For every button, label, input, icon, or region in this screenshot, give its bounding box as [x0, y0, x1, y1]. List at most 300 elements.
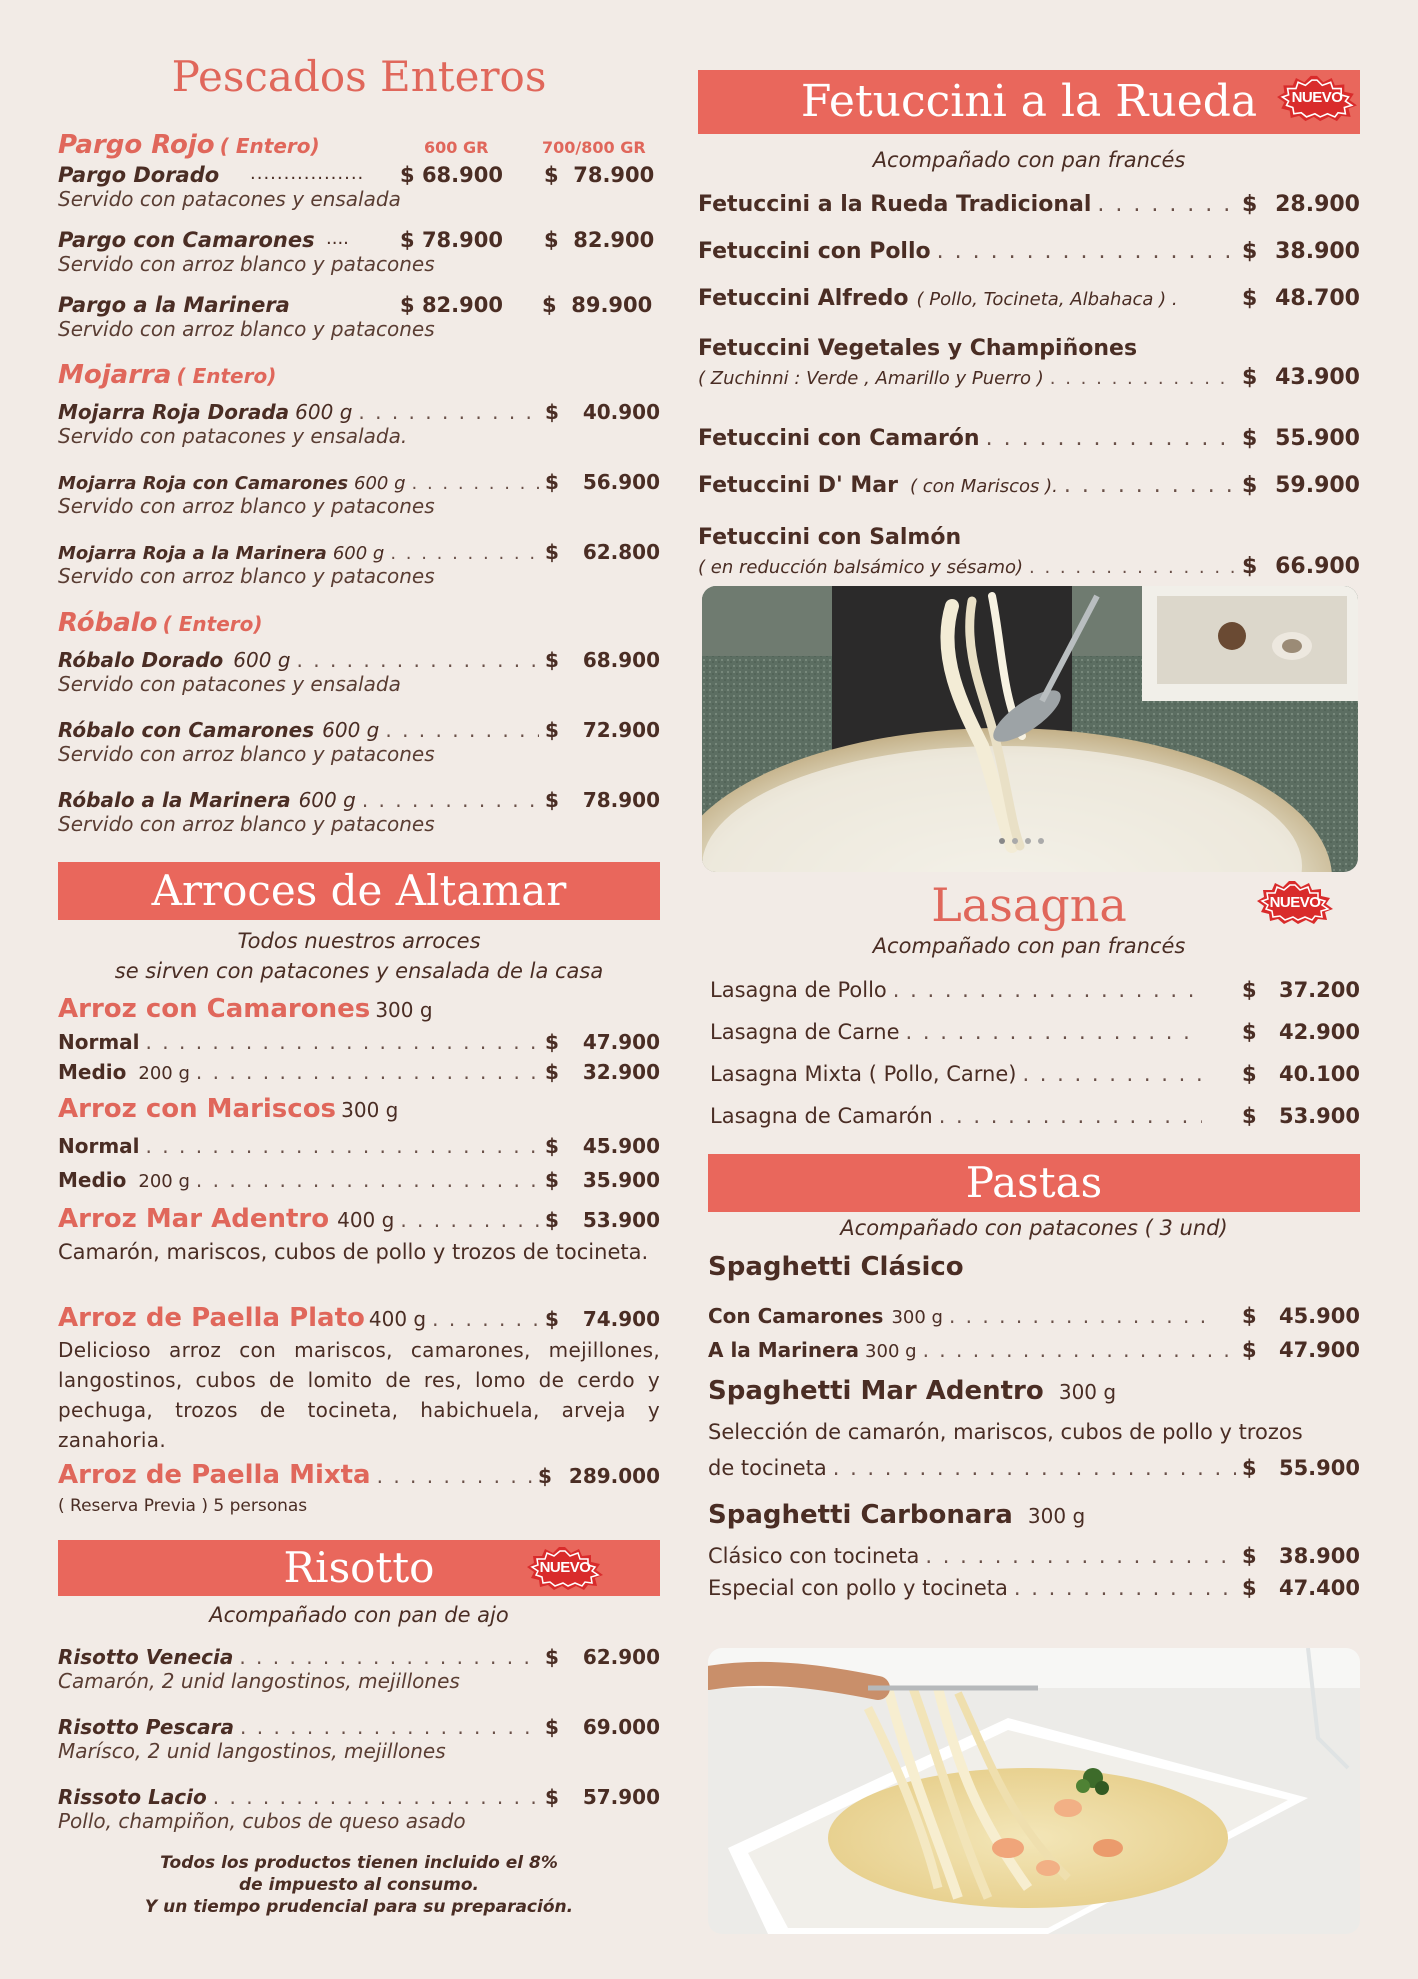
- list-item: [58, 163, 660, 228]
- item-name: Arroz con Camarones: [58, 994, 371, 1024]
- risotto-title: Risotto: [283, 1543, 435, 1592]
- dots: [400, 1208, 539, 1232]
- price-value: 66.900: [1275, 554, 1360, 579]
- currency: $: [545, 1307, 559, 1331]
- price-value: 48.700: [1275, 286, 1360, 311]
- item-name: Lasagna Mixta ( Pollo, Carne): [710, 1062, 1017, 1086]
- size-weight: 200 g: [138, 1171, 190, 1192]
- price-value: 32.900: [582, 1060, 660, 1084]
- list-item: [58, 718, 660, 788]
- price-value: 289.000: [568, 1464, 660, 1488]
- price-value: 47.900: [582, 1030, 660, 1054]
- dots: [196, 1060, 539, 1084]
- price-600-value: 68.900: [421, 163, 503, 187]
- item-name: Arroz de Paella Mixta: [58, 1460, 371, 1490]
- item-weight: 300 g: [891, 1307, 943, 1328]
- currency: $: [1242, 365, 1258, 390]
- size-name: Normal: [58, 1134, 140, 1158]
- item-desc: Servido con arroz blanco y patacones: [58, 564, 435, 588]
- item-price: [1242, 426, 1360, 451]
- currency: $: [545, 718, 559, 742]
- currency: $: [545, 1715, 559, 1739]
- currency: $: [545, 1060, 559, 1084]
- item-price: [538, 1464, 660, 1488]
- item-desc-cont: de tocineta: [708, 1456, 827, 1480]
- fetuccini-items: [698, 192, 1360, 579]
- dots: [893, 978, 1202, 1002]
- currency: $: [545, 470, 559, 494]
- item-price: [1242, 1020, 1360, 1044]
- item-name: Fetuccini a la Rueda Tradicional: [698, 192, 1092, 217]
- currency: $: [1242, 1338, 1257, 1362]
- item-price: [545, 648, 660, 672]
- price-value: 53.900: [1278, 1104, 1360, 1128]
- mojarra-header: [58, 360, 276, 390]
- price-700: $ 82.900: [544, 228, 655, 252]
- currency: $: [1242, 192, 1258, 217]
- item-weight: 600 g: [322, 718, 380, 742]
- arroces-title: Arroces de Altamar: [151, 866, 567, 915]
- price-value: 47.400: [1278, 1576, 1360, 1600]
- item-desc: Delicioso arroz con mariscos, camarones, mejillones, langostinos, cubos de lomito de res, lomo de cerdo y pechuga, trozos de tocineta, habichuela, arveja y zanahoria.: [58, 1338, 660, 1452]
- item-name: Lasagna de Carne: [710, 1020, 900, 1044]
- robalo-header: [58, 608, 263, 638]
- item-price: [1242, 1104, 1360, 1128]
- item-note: ( Reserva Previa ) 5 personas: [58, 1496, 308, 1516]
- dots: [385, 718, 539, 742]
- item-name: Arroz Mar Adentro: [58, 1204, 330, 1234]
- price-value: 68.900: [582, 648, 660, 672]
- mojarra-items: [58, 400, 660, 610]
- item-note: ( en reducción balsámico y sésamo): [698, 557, 1024, 578]
- list-item: [58, 1785, 660, 1855]
- list-item: [708, 1456, 1360, 1500]
- price-value: 55.900: [1278, 1456, 1360, 1480]
- currency: $: [1242, 473, 1258, 498]
- item-desc: Pollo, champiñon, cubos de queso asado: [58, 1809, 466, 1833]
- lasagna-title: Lasagna: [931, 878, 1127, 932]
- currency: $: [545, 540, 559, 564]
- item-price: [1242, 192, 1360, 217]
- item-weight: 600 g: [298, 788, 356, 812]
- fetuccini-photo: [702, 586, 1358, 872]
- dots: [297, 648, 539, 672]
- item-name: Fetuccini con Salmón: [698, 525, 962, 550]
- size-name: Medio: [58, 1168, 127, 1192]
- currency: $: [545, 648, 559, 672]
- item-name: Lasagna de Camarón: [710, 1104, 933, 1128]
- list-item: [58, 228, 660, 293]
- dots: [906, 1020, 1202, 1044]
- list-item: [710, 978, 1360, 1020]
- item-desc: Servido con arroz blanco y patacones: [58, 494, 435, 518]
- price-600-value: 82.900: [421, 293, 503, 317]
- dots: ....: [326, 228, 349, 249]
- currency: $: [545, 1168, 559, 1192]
- spaghetti-carbonara-label: Spaghetti Carbonara: [708, 1500, 1013, 1530]
- dots: [1097, 192, 1236, 217]
- item-desc: Servido con patacones y ensalada: [58, 187, 401, 211]
- pargo-label: Pargo Rojo: [58, 130, 215, 160]
- list-item: [710, 1020, 1360, 1062]
- price-value: 72.900: [582, 718, 660, 742]
- list-item: [698, 336, 1360, 426]
- pargo-col1-header: 600 GR: [424, 138, 489, 157]
- item-note: ( con Mariscos ).: [909, 476, 1058, 497]
- item-note: ( Pollo, Tocineta, Albahaca ) .: [916, 289, 1178, 310]
- price-value: 57.900: [582, 1785, 660, 1809]
- item-weight: 600 g: [354, 473, 406, 494]
- item-weight: 600 g: [332, 543, 385, 564]
- spaghetti-plate-image: [708, 1648, 1360, 1934]
- item-name: Mojarra Roja Dorada: [58, 400, 290, 424]
- nuevo-badge: [526, 1546, 604, 1590]
- list-item: [58, 1030, 660, 1060]
- list-item: [698, 286, 1360, 336]
- size-weight: 200 g: [138, 1063, 190, 1084]
- currency: $: [1242, 1020, 1257, 1044]
- pastas-title: Pastas: [965, 1158, 1103, 1207]
- item-price: [1242, 1576, 1360, 1600]
- currency: $: [545, 1208, 559, 1232]
- item-price: [545, 540, 660, 564]
- dots: [1029, 557, 1236, 578]
- pargo-col2-header: 700/800 GR: [542, 138, 646, 157]
- robalo-items: [58, 648, 660, 858]
- item-name: Especial con pollo y tocineta: [708, 1576, 1008, 1600]
- item-desc: Servido con patacones y ensalada.: [58, 424, 408, 448]
- item-price: [545, 1134, 660, 1158]
- dots: [925, 1544, 1236, 1568]
- item-name: Pargo con Camarones: [58, 228, 315, 252]
- arroces-banner: [58, 862, 660, 920]
- item-price: [1242, 1062, 1360, 1086]
- item-name: Con Camarones: [708, 1304, 884, 1328]
- list-item: [710, 1062, 1360, 1104]
- dots: [196, 1168, 539, 1192]
- item-name: Lasagna de Pollo: [710, 978, 887, 1002]
- risotto-items: [58, 1645, 660, 1855]
- list-item: [708, 1304, 1360, 1338]
- arroz-camarones: [58, 994, 660, 1090]
- price-value: 38.900: [1275, 239, 1360, 264]
- fetuccini-title: Fetuccini a la Rueda: [800, 76, 1258, 127]
- list-item: [698, 239, 1360, 286]
- item-price: [545, 400, 660, 424]
- item-price: [545, 1715, 660, 1739]
- item-desc: Camarón, mariscos, cubos de pollo y trozos de tocineta.: [58, 1240, 649, 1264]
- price-value: 53.900: [582, 1208, 660, 1232]
- dots: [1064, 473, 1236, 498]
- price-value: 40.900: [582, 400, 660, 424]
- item-name: Fetuccini con Camarón: [698, 426, 980, 451]
- price-600-value: 78.900: [421, 228, 503, 252]
- item-price: [545, 1168, 660, 1192]
- item-price: [545, 1785, 660, 1809]
- price-700: $ 89.900: [542, 293, 653, 317]
- tax-footer-line2: de impuesto al consumo.: [239, 1875, 479, 1895]
- list-item: [698, 473, 1360, 525]
- arroces-intro: [58, 926, 660, 986]
- list-item: [708, 1544, 1360, 1576]
- pargo-tag: ( Entero): [219, 134, 320, 158]
- price-value: 78.900: [582, 788, 660, 812]
- pastas-items: [708, 1252, 1360, 1608]
- spaghetti-clasico-label: Spaghetti Clásico: [708, 1252, 964, 1282]
- dots: [937, 239, 1236, 264]
- list-item: [58, 1715, 660, 1785]
- currency: $: [545, 1030, 559, 1054]
- item-price: [1242, 239, 1360, 264]
- dots: [358, 400, 539, 424]
- item-weight: 300 g: [1027, 1504, 1086, 1528]
- item-weight: 600 g: [233, 648, 291, 672]
- lasagna-intro: Acompañado con pan francés: [872, 934, 1186, 958]
- pescados-title: Pescados Enteros: [171, 52, 547, 101]
- item-name: Róbalo a la Marinera: [58, 788, 291, 812]
- size-name: Medio: [58, 1060, 127, 1084]
- item-price: [545, 470, 660, 494]
- item-name: Mojarra Roja con Camarones: [58, 473, 349, 494]
- dots: [923, 1338, 1236, 1362]
- dots: [146, 1030, 539, 1054]
- price-value: 42.900: [1278, 1020, 1360, 1044]
- currency: $: [545, 788, 559, 812]
- list-item: [58, 400, 660, 470]
- item-note: ( Zuchinni : Verde , Amarillo y Puerro ): [698, 368, 1044, 389]
- price-value: 35.900: [582, 1168, 660, 1192]
- risotto-banner: [58, 1540, 660, 1596]
- price-value: 74.900: [582, 1307, 660, 1331]
- item-weight: 300 g: [865, 1341, 917, 1362]
- list-item: [710, 1104, 1360, 1146]
- price-700-value: 78.900: [573, 163, 655, 187]
- item-name: Pargo a la Marinera: [58, 293, 290, 317]
- dots: [412, 473, 539, 494]
- list-item: [698, 525, 1360, 579]
- arroz-mar-adentro: [58, 1204, 660, 1267]
- price-value: 69.000: [582, 1715, 660, 1739]
- dots: [833, 1456, 1236, 1480]
- dots: [986, 426, 1236, 451]
- list-item: [708, 1338, 1360, 1376]
- dots: [146, 1134, 539, 1158]
- dots: [239, 1645, 539, 1669]
- arroz-paella-plato: [58, 1303, 660, 1455]
- item-price: [1242, 554, 1360, 579]
- item-price: [545, 788, 660, 812]
- item-name: Róbalo Dorado: [58, 648, 224, 672]
- currency: $: [1242, 286, 1258, 311]
- price-value: 45.900: [582, 1134, 660, 1158]
- item-price: [545, 1307, 660, 1331]
- price-700-value: 89.900: [571, 293, 653, 317]
- currency: $: [1242, 239, 1258, 264]
- item-desc: Servido con arroz blanco y patacones: [58, 812, 435, 836]
- item-desc: Servido con arroz blanco y patacones: [58, 252, 435, 276]
- item-name: Fetuccini D' Mar: [698, 473, 898, 498]
- price-value: 28.900: [1275, 192, 1360, 217]
- nuevo-badge: [1276, 73, 1358, 123]
- list-item: [58, 1134, 660, 1168]
- item-price: [1242, 473, 1360, 498]
- price-600: $ 68.900: [400, 163, 503, 187]
- tax-footer: [58, 1852, 660, 1918]
- dots: [432, 1307, 539, 1331]
- currency: $: [1242, 1576, 1257, 1600]
- dots: [949, 1304, 1212, 1328]
- price-value: 62.900: [582, 1645, 660, 1669]
- item-price: [1242, 365, 1360, 390]
- list-item: [58, 293, 660, 358]
- currency: $: [1242, 1304, 1257, 1328]
- pargo-items: [58, 163, 660, 358]
- item-name: Risotto Venecia: [58, 1645, 234, 1669]
- currency: $: [538, 1464, 552, 1488]
- item-name: Risotto Pescara: [58, 1715, 235, 1739]
- spaghetti-photo: [708, 1648, 1360, 1934]
- mojarra-label: Mojarra: [58, 360, 172, 390]
- list-item: [58, 540, 660, 610]
- item-desc: Servido con patacones y ensalada: [58, 672, 401, 696]
- item-desc: Servido con arroz blanco y patacones: [58, 742, 435, 766]
- dots: [240, 1715, 539, 1739]
- price-value: 40.100: [1278, 1062, 1360, 1086]
- item-weight: 600 g: [295, 400, 353, 424]
- nuevo-badge-text: NUEVO: [539, 1559, 591, 1576]
- item-name: Fetuccini Vegetales y Champiñones: [698, 336, 1138, 361]
- size-name: Normal: [58, 1030, 140, 1054]
- item-name: Fetuccini con Pollo: [698, 239, 931, 264]
- list-item: [708, 1576, 1360, 1608]
- price-value: 56.900: [582, 470, 660, 494]
- currency: $: [1242, 1544, 1257, 1568]
- lasagna-items: [710, 978, 1360, 1146]
- item-name: A la Marinera: [708, 1338, 860, 1362]
- pastas-banner: [708, 1154, 1360, 1212]
- item-weight: 300 g: [375, 998, 433, 1022]
- price-700: $ 78.900: [544, 163, 655, 187]
- item-weight: 300 g: [1058, 1380, 1117, 1404]
- pastas-intro: Acompañado con patacones ( 3 und): [840, 1216, 1228, 1240]
- item-weight: 300 g: [341, 1098, 399, 1122]
- mojarra-tag: ( Entero): [176, 364, 277, 388]
- currency: $: [1242, 554, 1258, 579]
- dots: .................: [250, 163, 365, 184]
- dots: [1014, 1576, 1236, 1600]
- price-700-value: 82.900: [573, 228, 655, 252]
- nuevo-badge-text: NUEVO: [1269, 893, 1321, 911]
- list-item: [58, 648, 660, 718]
- dots: [390, 543, 539, 564]
- dots: [213, 1785, 539, 1809]
- item-weight: 400 g: [337, 1208, 395, 1232]
- nuevo-badge-text: NUEVO: [1291, 89, 1343, 106]
- item-price: [1242, 1456, 1360, 1480]
- price-value: 38.900: [1278, 1544, 1360, 1568]
- currency: $: [1242, 426, 1258, 451]
- arroz-paella-mixta: [58, 1460, 660, 1516]
- nuevo-badge: [1256, 880, 1334, 924]
- item-price: [545, 1208, 660, 1232]
- list-item: [58, 1060, 660, 1090]
- dots: [939, 1104, 1202, 1128]
- risotto-intro: Acompañado con pan de ajo: [209, 1603, 509, 1627]
- robalo-label: Róbalo: [58, 608, 158, 638]
- item-price: [1242, 286, 1360, 311]
- fetuccini-intro: Acompañado con pan francés: [872, 148, 1186, 172]
- item-price: [1242, 1544, 1360, 1568]
- item-desc: Selección de camarón, mariscos, cubos de pollo y trozos: [708, 1420, 1303, 1444]
- price-value: 43.900: [1275, 365, 1360, 390]
- price-600: $ 78.900: [400, 228, 503, 252]
- arroces-intro-line2: se sirven con patacones y ensalada de la casa: [114, 959, 604, 983]
- item-price: [545, 718, 660, 742]
- item-price: [545, 1060, 660, 1084]
- tax-footer-line1: Todos los productos tienen incluido el 8%: [160, 1853, 558, 1873]
- item-name: Mojarra Roja a la Marinera: [58, 543, 327, 564]
- item-name: Arroz de Paella Plato: [58, 1303, 365, 1333]
- item-price: [545, 1030, 660, 1054]
- robalo-tag: ( Entero): [162, 612, 263, 636]
- item-name: Pargo Dorado: [58, 163, 220, 187]
- list-item: [698, 426, 1360, 473]
- dots: [1050, 368, 1236, 389]
- price-value: 45.900: [1278, 1304, 1360, 1328]
- pargo-header: [58, 130, 660, 160]
- price-value: 37.200: [1278, 978, 1360, 1002]
- price-value: 62.800: [582, 540, 660, 564]
- currency: $: [1242, 978, 1257, 1002]
- dots: [362, 788, 539, 812]
- price-value: 55.900: [1275, 426, 1360, 451]
- currency: $: [1242, 1456, 1257, 1480]
- currency: $: [1242, 1104, 1257, 1128]
- currency: $: [1242, 1062, 1257, 1086]
- list-item: [58, 1168, 660, 1202]
- list-item: [58, 1645, 660, 1715]
- price-value: 47.900: [1278, 1338, 1360, 1362]
- currency: $: [545, 1645, 559, 1669]
- item-desc: Servido con arroz blanco y patacones: [58, 317, 435, 341]
- item-price: [545, 1645, 660, 1669]
- fetuccini-banner: [698, 70, 1360, 134]
- list-item: [698, 192, 1360, 239]
- list-item: [58, 470, 660, 540]
- item-desc: Marísco, 2 unid langostinos, mejillones: [58, 1739, 446, 1763]
- dots: [1022, 1062, 1202, 1086]
- tax-footer-line3: Y un tiempo prudencial para su preparación.: [144, 1897, 574, 1917]
- item-price: [1242, 1338, 1360, 1362]
- spaghetti-mar-adentro-label: Spaghetti Mar Adentro: [708, 1376, 1044, 1406]
- item-price: [1242, 1304, 1360, 1328]
- price-value: 59.900: [1275, 473, 1360, 498]
- price-600: $ 82.900: [400, 293, 503, 317]
- currency: $: [545, 400, 559, 424]
- arroz-mariscos: [58, 1094, 660, 1202]
- list-item: [58, 788, 660, 858]
- currency: $: [545, 1785, 559, 1809]
- item-name: Clásico con tocineta: [708, 1544, 920, 1568]
- item-name: Rissoto Lacio: [58, 1785, 207, 1809]
- item-name: Arroz con Mariscos: [58, 1094, 337, 1124]
- item-name: Fetuccini Alfredo: [698, 286, 909, 311]
- currency: $: [545, 1134, 559, 1158]
- dots: [377, 1464, 532, 1488]
- item-weight: 400 g: [368, 1307, 427, 1331]
- fetuccini-wheel-image: [702, 586, 1358, 872]
- item-price: [1242, 978, 1360, 1002]
